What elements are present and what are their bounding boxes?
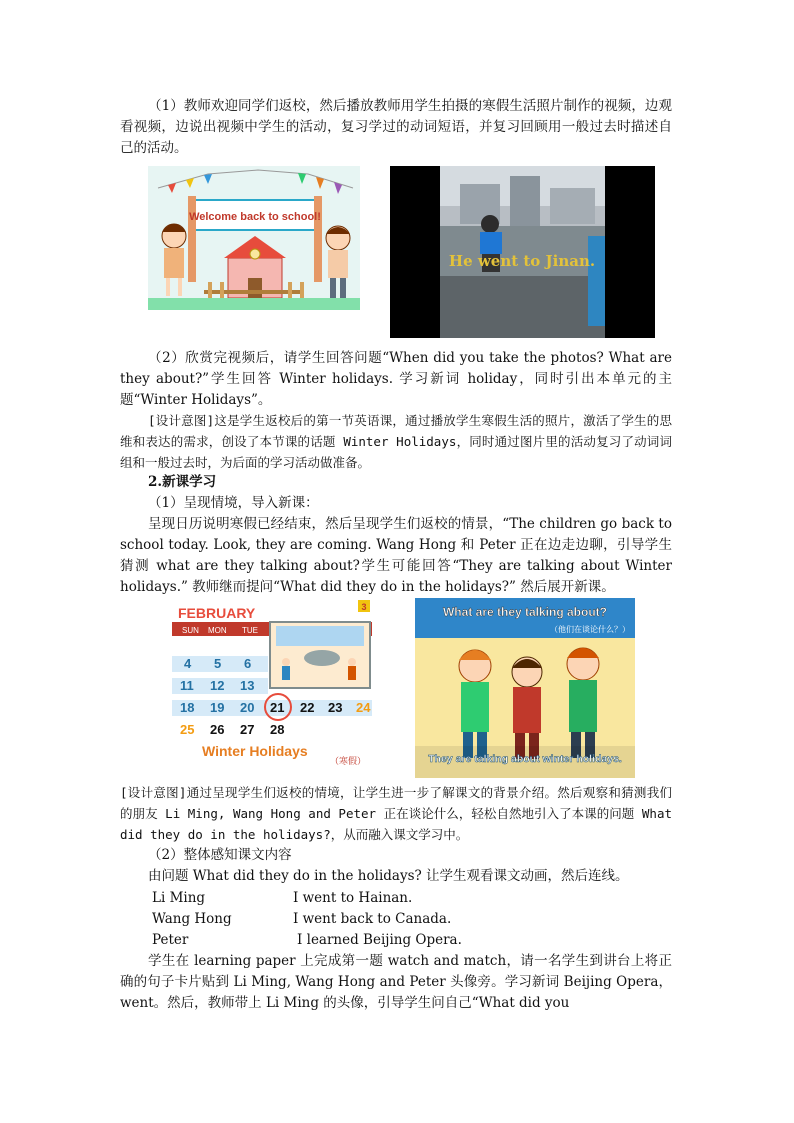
match-name: Wang Hong [152, 911, 232, 927]
match-name: Peter [152, 932, 189, 948]
subheading-1: （1）呈现情境，导入新课： [148, 495, 319, 511]
video-caption: He went to Jinan. [448, 252, 596, 270]
match-sentence: I went to Hainan. [293, 890, 413, 906]
calendar-day-sun: SUN [182, 626, 199, 635]
talking-cartoon-image [415, 598, 635, 778]
cal-27: 27 [240, 722, 255, 737]
calendar-caption: Winter Holidays [202, 743, 308, 759]
subheading-2: （2）整体感知课文内容 [148, 847, 292, 863]
video-frame-image [390, 166, 655, 338]
calendar-image [172, 600, 372, 770]
intro-paragraph-2: （2）欣赏完视频后，请学生回答问题“When did you take the photos? What are they about?”学生回答 Winter holidays. 学习新词 holiday，同时引出本单元的主题“Winter Holidays”。 [120, 350, 672, 408]
cal-5: 5 [214, 656, 222, 671]
design-intent-1: [设计意图]这是学生返校后的第一节英语课，通过播放学生寒假生活的照片，激活了学生的思维和表达的需求，创设了本节课的话题 Winter Holidays，同时通过图片里的活动复习了动词词组和一般过去时，为后面的学习活动做准备。 [120, 413, 672, 470]
cal-25: 25 [180, 722, 195, 737]
match-sentence: I learned Beijing Opera. [297, 932, 462, 948]
cal-28: 28 [270, 722, 285, 737]
welcome-banner-text: Welcome back to school! [189, 211, 321, 223]
match-name: Li Ming [152, 890, 206, 906]
cal-12: 12 [210, 678, 225, 693]
cartoon-title: What are they talking about? [442, 605, 608, 619]
lesson-paragraph-3: 呈现日历说明寒假已经结束，然后呈现学生们返校的情景，“The children go back to school today. Look, they are coming. Wang Hong 和 Peter 正在边走边聊，引导学生猜测 what are they talking about?学生可能回答“They are talking about Winter holidays.” 教师继而提问“What did they do in the holidays?” 然后展开新课。 [120, 516, 672, 595]
section-heading-new-lesson: 2.新课学习 [148, 474, 217, 490]
cal-19: 19 [210, 700, 225, 715]
lesson-paragraph-4: 由问题 What did they do in the holidays? 让学生观看课文动画，然后连线。 [148, 868, 629, 884]
cal-23: 23 [328, 700, 343, 715]
calendar-badge: 3 [361, 602, 367, 612]
cartoon-caption: They are talking about winter holidays. [428, 753, 622, 765]
design-intent-2: [设计意图]通过呈现学生们返校的情境，让学生进一步了解课文的背景介绍。然后观察和猜测我们的朋友 Li Ming, Wang Hong and Peter 正在谈论什么，轻松自然地引入了本课的问题 What did they do in the holidays?，从而融入课文学习中。 [120, 785, 672, 842]
cal-26: 26 [210, 722, 225, 737]
intro-paragraph-1: （1）教师欢迎同学们返校，然后播放教师用学生拍摄的寒假生活照片制作的视频，边观看视频，边说出视频中学生的活动，复习学过的动词短语，并复习回顾用一般过去时描述自己的活动。 [120, 98, 672, 156]
calendar-day-mon: MON [208, 626, 227, 635]
calendar-month: FEBRUARY [178, 605, 256, 621]
cal-20: 20 [240, 700, 255, 715]
match-sentence: I went back to Canada. [293, 911, 452, 927]
cal-22: 22 [300, 700, 315, 715]
cal-11: 11 [180, 678, 194, 693]
cal-18: 18 [180, 700, 195, 715]
calendar-caption-cn: （寒假） [330, 757, 367, 767]
lesson-paragraph-5: 学生在 learning paper 上完成第一题 watch and match，请一名学生到讲台上将正确的句子卡片贴到 Li Ming, Wang Hong and Peter 头像旁。学习新词 Beijing Opera，went。然后，教师带上 Li Ming 的头像，引导学生问自己“What did you [120, 953, 672, 1011]
cal-13: 13 [240, 678, 255, 693]
welcome-back-image [148, 166, 360, 310]
cartoon-subtitle: （他们在谈论什么？） [550, 625, 630, 634]
cal-21: 21 [270, 700, 285, 715]
cal-24: 24 [356, 700, 371, 715]
calendar-day-tue: TUE [242, 626, 258, 635]
cal-6: 6 [244, 656, 252, 671]
cal-4: 4 [184, 656, 192, 671]
